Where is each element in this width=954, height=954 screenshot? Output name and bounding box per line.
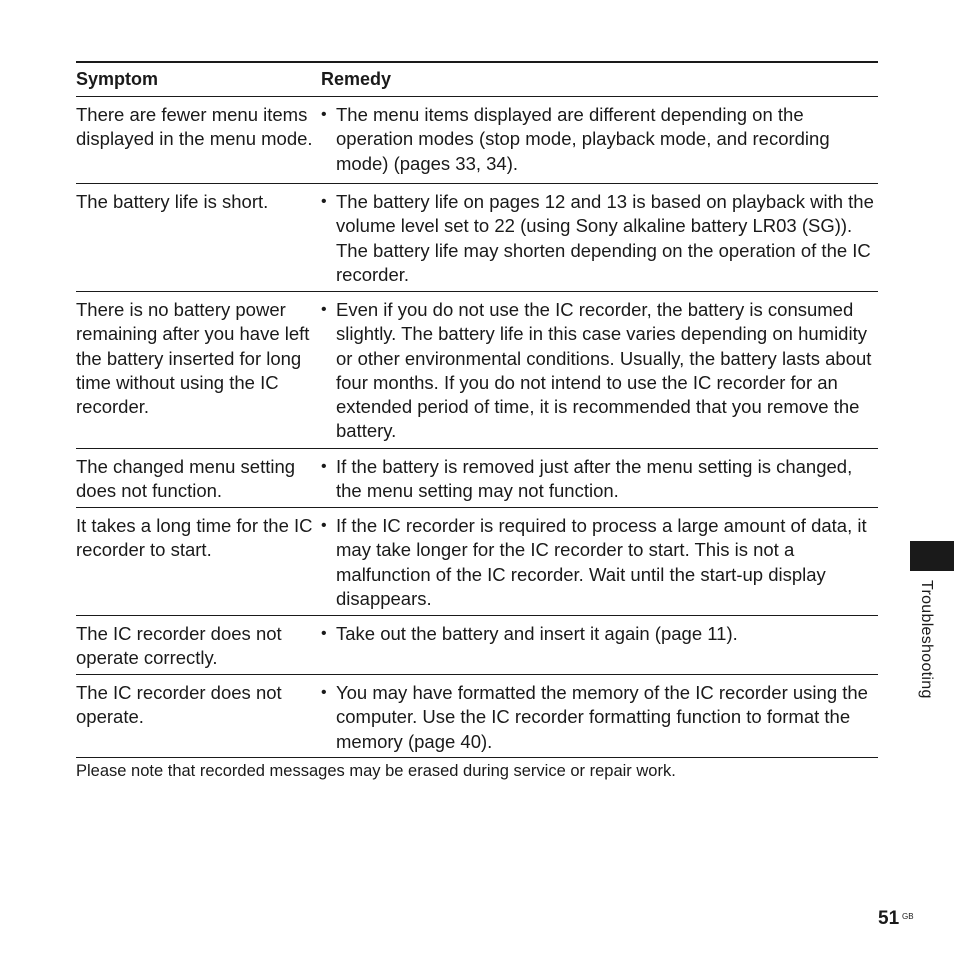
table-row: [76, 449, 878, 508]
symptom-cell: The IC recorder does not operate correctly.: [76, 623, 282, 669]
table-row: [76, 616, 878, 675]
page-region-code: GB: [902, 912, 914, 921]
remedy-cell: [321, 184, 878, 291]
remedy-cell: [321, 616, 878, 674]
remedy-cell: [321, 675, 878, 757]
remedy-text: Even if you do not use the IC recorder, the battery is consumed slightly. The battery life in this case varies depending on humidity or other environmental conditions. Usually, the battery lasts about four months. If you do not intend to use the IC recorder for an extended period of time, it is recommended that you remove the battery.: [336, 299, 872, 442]
symptom-cell: The battery life is short.: [76, 191, 269, 212]
section-tab-marker: [910, 541, 954, 571]
bullet-marker: •: [321, 301, 327, 318]
symptom-cell: The IC recorder does not operate.: [76, 682, 282, 728]
section-label: Troubleshooting: [918, 580, 935, 699]
bullet-marker: •: [321, 193, 327, 210]
remedy-cell: [321, 292, 878, 448]
remedy-text: The battery life on pages 12 and 13 is based on playback with the volume level set to 22 (using Sony alkaline battery LR03 (SG)). The battery life may shorten depending on the operation of the IC recorder.: [336, 191, 874, 285]
table-header-row: [76, 63, 878, 97]
table-row: [76, 508, 878, 616]
service-note: Please note that recorded messages may be erased during service or repair work.: [76, 762, 676, 780]
bullet-marker: •: [321, 625, 327, 642]
remedy-text: The menu items displayed are different depending on the operation modes (stop mode, playback mode, and recording mode) (pages 33, 34).: [336, 104, 830, 174]
symptom-cell: It takes a long time for the IC recorder to start.: [76, 515, 313, 561]
bullet-marker: •: [321, 458, 327, 475]
header-symptom: Symptom: [76, 69, 159, 89]
bullet-marker: •: [321, 684, 327, 701]
remedy-cell: [321, 508, 878, 615]
bullet-marker: •: [321, 106, 327, 123]
remedy-cell: [321, 449, 878, 507]
table-row: [76, 184, 878, 292]
bullet-marker: •: [321, 517, 327, 534]
remedy-text: You may have formatted the memory of the IC recorder using the computer. Use the IC recorder formatting function to format the memory (page 40).: [336, 682, 868, 752]
table-row: [76, 97, 878, 184]
remedy-text: If the battery is removed just after the menu setting is changed, the menu setting may not function.: [336, 456, 853, 502]
troubleshooting-table: [76, 61, 878, 758]
remedy-text: Take out the battery and insert it again (page 11).: [336, 623, 738, 644]
remedy-text: If the IC recorder is required to process a large amount of data, it may take longer for the IC recorder to start. This is not a malfunction of the IC recorder. Wait until the start-up display disappears.: [336, 515, 867, 609]
header-remedy: Remedy: [321, 69, 392, 89]
remedy-cell: [321, 97, 878, 183]
table-row: [76, 292, 878, 449]
symptom-cell: There are fewer menu items displayed in the menu mode.: [76, 104, 313, 150]
page-number: 51: [878, 908, 900, 929]
symptom-cell: There is no battery power remaining after you have left the battery inserted for long time without using the IC recorder.: [76, 299, 310, 418]
table-row: [76, 675, 878, 758]
symptom-cell: The changed menu setting does not function.: [76, 456, 296, 502]
